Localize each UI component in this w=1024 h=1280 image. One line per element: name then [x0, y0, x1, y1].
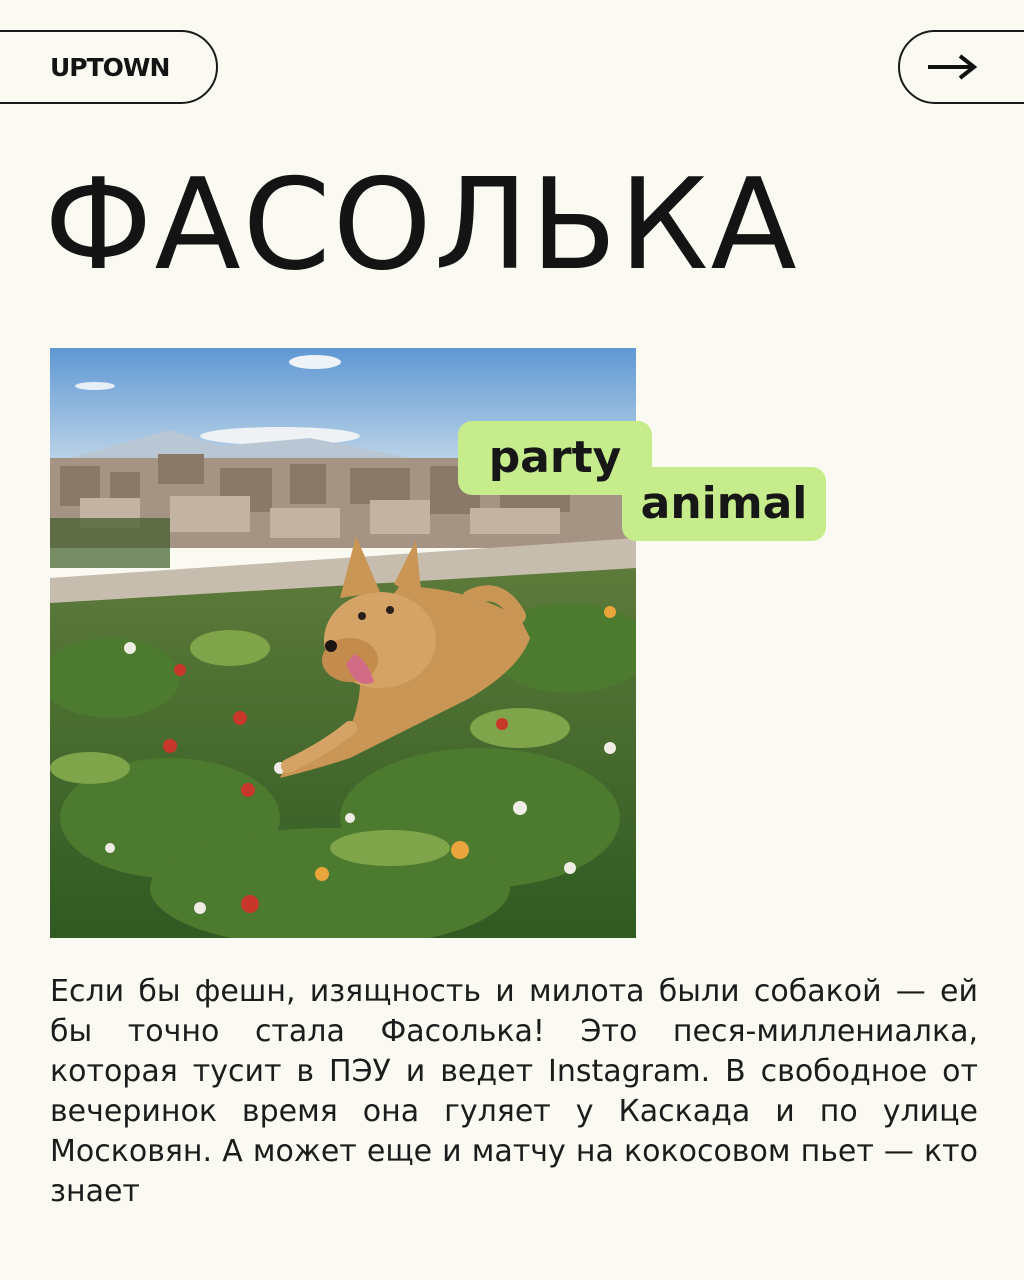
sticker-animal: animal — [622, 467, 826, 541]
brand-logo: UPTOWN — [50, 52, 170, 82]
arrow-right-icon — [926, 52, 978, 82]
next-button[interactable] — [898, 30, 1024, 104]
page-title: ФАСОЛЬКА — [44, 151, 799, 298]
sticker-party: party — [458, 421, 652, 495]
brand-pill — [0, 30, 218, 104]
description-text: Если бы фешн, изящность и милота были собакой — ей бы точно стала Фасолька! Это песя-миллениалка, которая тусит в ПЭУ и ведет Instagram. В свободное от вечеринок время она гуляет у Каскада и по улице Московян. А может еще и матчу на кокосовом пьет — кто знает — [50, 974, 978, 1209]
